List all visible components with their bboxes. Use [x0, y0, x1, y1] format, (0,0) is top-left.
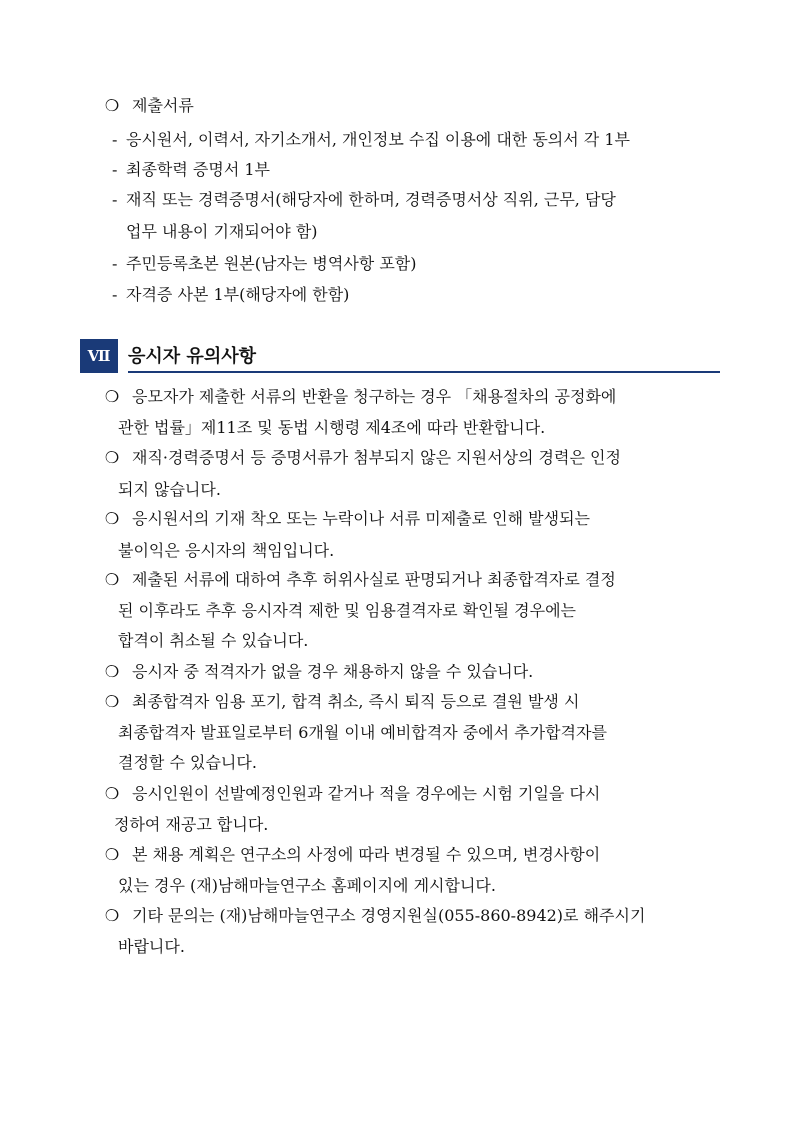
dash-marker: -: [112, 130, 118, 149]
circle-bullet-icon: ❍: [104, 387, 120, 406]
notice-text: 재직·경력증명서 등 증명서류가 첨부되지 않은 지원서상의 경력은 인정: [132, 448, 621, 467]
submission-item-text: 최종학력 증명서 1부: [126, 160, 270, 179]
notice-text: 응모자가 제출한 서류의 반환을 청구하는 경우 「채용절차의 공정화에: [132, 387, 617, 406]
notice-text: 응시인원이 선발예정인원과 같거나 적을 경우에는 시험 기일을 다시: [132, 784, 601, 803]
notice-text: 응시자 중 적격자가 없을 경우 채용하지 않을 수 있습니다.: [132, 662, 534, 681]
circle-bullet-icon: ❍: [104, 96, 120, 115]
circle-bullet-icon: ❍: [104, 509, 120, 528]
notice-text: 기타 문의는 (재)남해마늘연구소 경영지원실(055-860-8942)로 해주시기: [132, 906, 646, 925]
circle-bullet-icon: ❍: [104, 662, 120, 681]
circle-bullet-icon: ❍: [104, 784, 120, 803]
notice-text: 본 채용 계획은 연구소의 사정에 따라 변경될 수 있으며, 변경사항이: [132, 845, 601, 864]
notice-text: 응시원서의 기재 착오 또는 누락이나 서류 미제출로 인해 발생되는: [132, 509, 591, 528]
notice-text: 불이익은 응시자의 책임입니다.: [118, 541, 335, 560]
notice-text: 된 이후라도 추후 응시자격 제한 및 임용결격자로 확인될 경우에는: [118, 601, 577, 620]
notice-text: 정하여 재공고 합니다.: [114, 815, 269, 834]
notice-text: 관한 법률」제11조 및 동법 시행령 제4조에 따라 반환합니다.: [118, 418, 546, 437]
circle-bullet-icon: ❍: [104, 692, 120, 711]
notice-text: 있는 경우 (재)남해마늘연구소 홈페이지에 게시합니다.: [118, 876, 496, 895]
dash-marker: -: [112, 285, 118, 304]
dash-marker: -: [112, 254, 118, 273]
circle-bullet-icon: ❍: [104, 570, 120, 589]
dash-marker: -: [112, 160, 118, 179]
notice-text: 결정할 수 있습니다.: [118, 753, 257, 772]
circle-bullet-icon: ❍: [104, 906, 120, 925]
submission-item-text: 응시원서, 이력서, 자기소개서, 개인정보 수집 이용에 대한 동의서 각 1부: [126, 130, 630, 149]
notice-text: 합격이 취소될 수 있습니다.: [118, 631, 309, 650]
section-title-bar: [128, 339, 720, 373]
notice-text: 제출된 서류에 대하여 추후 허위사실로 판명되거나 최종합격자로 결정: [132, 570, 616, 589]
circle-bullet-icon: ❍: [104, 845, 120, 864]
section-title: 응시자 유의사항: [128, 346, 256, 367]
dash-marker: -: [112, 190, 118, 209]
section-header: [80, 339, 720, 373]
notice-text: 바랍니다.: [118, 937, 185, 956]
submission-item-text: 업무 내용이 기재되어야 함): [126, 222, 318, 241]
submission-title: 제출서류: [132, 96, 194, 115]
submission-item-text: 재직 또는 경력증명서(해당자에 한하며, 경력증명서상 직위, 근무, 담당: [126, 190, 616, 209]
section-number-badge: Ⅶ: [80, 339, 118, 373]
notice-text: 최종합격자 임용 포기, 합격 취소, 즉시 퇴직 등으로 결원 발생 시: [132, 692, 580, 711]
notice-text: 되지 않습니다.: [118, 480, 221, 499]
submission-item-text: 자격증 사본 1부(해당자에 한함): [126, 285, 350, 304]
notice-text: 최종합격자 발표일로부터 6개월 이내 예비합격자 중에서 추가합격자를: [118, 723, 607, 742]
circle-bullet-icon: ❍: [104, 448, 120, 467]
submission-item-text: 주민등록초본 원본(남자는 병역사항 포함): [126, 254, 417, 273]
